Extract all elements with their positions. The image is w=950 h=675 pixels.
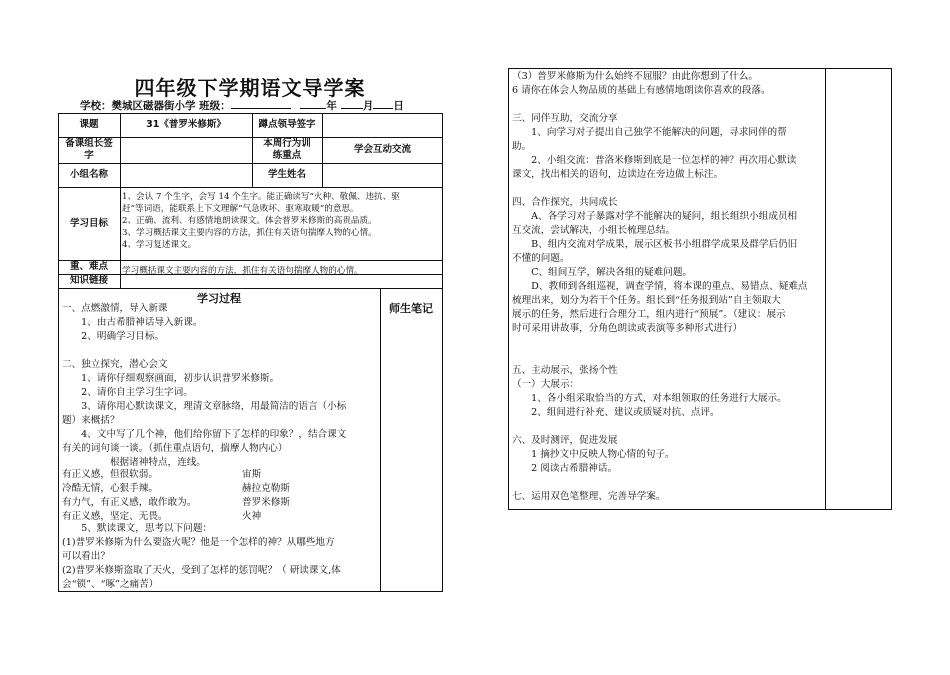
- process-line: 六、及时测评，促进发展: [512, 435, 618, 446]
- process-line: 梳理出来，划分为若干个任务。组长到“任务报到站”自主领取大: [512, 295, 781, 306]
- week-focus-label: 本周行为训练重点: [263, 138, 311, 161]
- process-line: 七、运用双色笔整理、完善导学案。: [512, 491, 666, 502]
- process-line: [512, 420, 824, 434]
- key-value: 学习概括课文主要内容的方法，抓住有关语句揣摩人物的心情。: [122, 266, 363, 276]
- process-line: C、组间互学，解决各组的疑难问题。: [512, 267, 693, 278]
- goal-line: 4、学习复述课文。: [122, 240, 197, 250]
- trait-text[interactable]: 有正义感，坚定、无畏。: [62, 511, 168, 522]
- rule: [380, 288, 381, 592]
- process-line: 5、默读课文，思考以下问题：: [62, 523, 213, 534]
- trait-text[interactable]: 有力气，有正义感，敢作敢为。: [62, 497, 197, 508]
- process-line: 2 阅读古希腊神话。: [512, 463, 618, 474]
- god-name[interactable]: 普罗米修斯: [242, 497, 290, 508]
- prep-leader-label: 备课组长签字: [65, 138, 113, 161]
- process-line: [512, 98, 824, 112]
- month-blank[interactable]: [341, 98, 363, 109]
- year-blank[interactable]: [300, 98, 326, 109]
- matching-row: [62, 482, 362, 496]
- matching-row: [62, 468, 362, 482]
- page-title: 四年级下学期语文导学案: [134, 76, 366, 100]
- goal-line: 2、正确、流利、有感情地朗读课文。体会普罗米修斯的高贵品质。: [122, 216, 377, 226]
- school-class-line: [80, 98, 404, 113]
- week-focus-value: 学会互动交流: [353, 144, 411, 155]
- left-process-tail: [62, 522, 378, 592]
- school-label: 学校：樊城区磁器街小学 班级：: [80, 100, 231, 112]
- topic-value: 31《普罗米修斯》: [146, 119, 226, 130]
- student-name-field[interactable]: [322, 163, 443, 187]
- process-line: 2、小组交流：普洛米修斯到底是一位怎样的神？再次用心默读: [512, 155, 797, 166]
- process-line: 一、点燃激情，导入新课: [62, 303, 168, 314]
- process-line: 3、请你用心默读课文，理清文章脉络，用最简洁的语言（小标: [62, 401, 347, 412]
- day-blank[interactable]: [373, 98, 393, 109]
- process-line: 展示的任务，然后进行合理分工，组内进行“预展”。（建议：展示: [512, 309, 786, 320]
- group-name-label: 小组名称: [69, 169, 108, 180]
- key-label: 重、难点: [69, 261, 108, 272]
- process-line: 1、请你仔细观察画面，初步认识普罗米修斯。: [62, 373, 280, 384]
- process-heading: 学习过程: [197, 292, 241, 305]
- process-line: B、组内交流对学成果，展示区板书小组群学成果及群学后仍旧: [512, 239, 798, 250]
- goal-line: 1、会认 7 个生字，会写 14 个生字。能正确读写“火种、敬佩、违抗、驱: [122, 192, 400, 202]
- month-label: 月: [362, 100, 374, 112]
- process-line: 1、由古希腊神话导入新课。: [62, 317, 203, 328]
- process-line: 1、向学习对子提出自己独学不能解决的问题，寻求同伴的帮: [512, 127, 787, 138]
- prep-leader-field[interactable]: [120, 137, 252, 163]
- topic-label: 课题: [79, 119, 99, 130]
- process-line: [512, 476, 824, 490]
- process-line: 1 摘抄文中反映人物心情的句子。: [512, 449, 675, 460]
- process-line: 五、主动展示，张扬个性: [512, 365, 618, 376]
- group-name-field[interactable]: [120, 163, 252, 187]
- rule: [825, 68, 826, 510]
- god-name[interactable]: 火神: [242, 511, 262, 522]
- matching-row: [62, 496, 362, 510]
- goal-line: 3、学习概括课文主要内容的方法，抓住有关语句揣摩人物的心情。: [122, 228, 377, 238]
- process-line: (1)普罗米修斯为什么要盗火呢？他是一个怎样的神？从哪些地方: [62, 537, 335, 548]
- left-process: [62, 302, 378, 470]
- process-line: 4、文中写了几个神，他们给你留下了怎样的印象？，结合课文: [62, 429, 347, 440]
- goal-line: 赶”等词语，能联系上下文理解“气急败坏、驱寒取暖”的意思。: [122, 204, 359, 214]
- year-label: 年: [326, 100, 337, 112]
- class-blank[interactable]: [231, 98, 291, 109]
- matching-exercise: [62, 468, 362, 524]
- trait-text[interactable]: 冷酷无情，心狠手辣。: [62, 483, 158, 494]
- god-name[interactable]: 赫拉克勒斯: [242, 483, 290, 494]
- process-line: 四、合作探究，共同成长: [512, 197, 618, 208]
- process-line: 不懂的问题。: [512, 253, 570, 264]
- process-line: 6 请你在体会人物品质的基础上有感情地朗读你喜欢的段落。: [512, 85, 771, 96]
- god-name[interactable]: 宙斯: [242, 469, 262, 480]
- notes-heading: 师生笔记: [389, 302, 433, 315]
- goals-list: [122, 191, 442, 251]
- process-line: 时可采用讲故事，分角色朗读或表演等多种形式进行）: [512, 323, 743, 334]
- student-name-label: 学生姓名: [267, 169, 306, 180]
- process-line: （3）普罗米修斯为什么始终不屈服？由此你想到了什么。: [512, 71, 758, 82]
- goals-label: 学习目标: [69, 217, 108, 229]
- process-line: 互交流，尝试解决，小组长梳理总结。: [512, 225, 676, 236]
- process-line: 2、请你自主学习生字词。: [62, 387, 193, 398]
- process-line: [512, 336, 824, 350]
- link-field[interactable]: [120, 274, 443, 288]
- process-line: 2、组间进行补充、建议或质疑对抗、点评。: [512, 407, 720, 418]
- process-line: 可以看出？: [62, 551, 110, 562]
- leader-sign-label: 蹲点领导签字: [258, 119, 316, 130]
- leader-sign-field[interactable]: [322, 113, 443, 137]
- trait-text[interactable]: 有正义感，但很软弱。: [62, 469, 158, 480]
- process-line: （一）大展示：: [512, 379, 580, 390]
- rule: [58, 288, 443, 289]
- link-label: 知识链接: [69, 275, 108, 286]
- process-line: [512, 350, 824, 364]
- process-line: 助。: [512, 141, 532, 152]
- process-line: 三、同伴互助，交流分享: [512, 113, 618, 124]
- process-line: [62, 344, 378, 358]
- process-line: 题）来概括？: [62, 415, 120, 426]
- process-line: 课文，找出相关的语句，边读边在旁边做上标注。: [512, 169, 724, 180]
- process-line: 有关的词句谈一谈。（抓住重点语句，揣摩人物内心）: [62, 443, 288, 454]
- process-line: 会“锁”、“啄”之痛苦）: [62, 579, 159, 590]
- process-line: 根据诸神特点，连线。: [62, 457, 206, 468]
- process-line: 二、独立探究，潜心会文: [62, 359, 168, 370]
- process-line: [512, 182, 824, 196]
- right-process: [512, 70, 824, 504]
- process-line: A、各学习对子暴露对学不能解决的疑问，组长组织小组成员相: [512, 211, 798, 222]
- day-label: 日: [393, 100, 404, 112]
- process-line: (2)普罗米修斯盗取了天火，受到了怎样的惩罚呢？（ 研读课文,体: [62, 565, 341, 576]
- process-line: 2、明确学习目标。: [62, 331, 165, 342]
- process-line: 1、各小组采取恰当的方式，对本组领取的任务进行大展示。: [512, 393, 787, 404]
- process-line: D、教师到各组巡视，调查学情，将本课的重点、易错点、疑难点: [512, 281, 808, 292]
